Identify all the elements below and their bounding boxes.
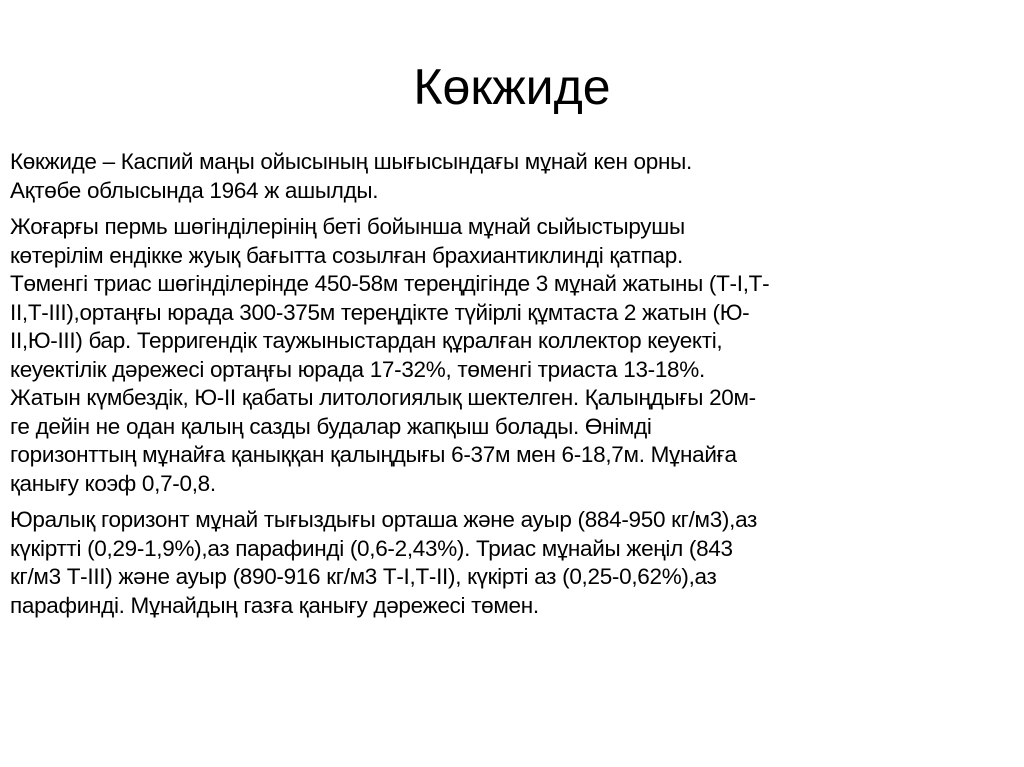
slide-body [10,148,1020,628]
text-line: күкіртті (0,29-1,9%),аз парафинді (0,6-2,43%). Триас мұнайы жеңіл (843 [10,535,733,561]
text-line: Жоғарғы пермь шөгінділерінің беті бойынша мұнай сыйыстырушы [10,214,685,239]
text-line: кг/м3 Т-III) және ауыр (890-916 кг/м3 Т-I,Т-II), күкірті аз (0,25-0,62%),аз [10,564,717,589]
text-line: көтерілім ендікке жуық бағытта созылған брахиантиклинді қатпар. [10,242,683,268]
text-line: горизонттың мұнайға қаныққан қалыңдығы 6-37м мен 6-18,7м. Мұнайға [10,442,737,467]
text-line: II,Т-III),ортаңғы юрада 300-375м тереңдікте түйірлі құмтаста 2 жатын (Ю- [10,299,750,325]
text-line: қанығу коэф 0,7-0,8. [10,470,216,496]
paragraph-oil-properties [10,506,1020,620]
slide-title: Көкжиде [413,59,611,115]
text-line: Ақтөбе облысында 1964 ж ашылды. [10,177,379,203]
text-line: ге дейін не одан қалың сазды будалар жапқыш болады. Өнімді [10,413,652,439]
text-line: кеуектілік дәрежесі ортаңғы юрада 17-32%, төменгі триаста 13-18%. [10,356,705,382]
paragraph-geology [10,213,1020,498]
paragraph-intro [10,148,1020,205]
text-line: парафинді. Мұнайдың газға қанығу дәрежесі төмен. [10,592,539,618]
text-line: Жатын күмбездік, Ю-II қабаты литологиялық шектелген. Қалыңдығы 20м- [10,385,756,410]
text-line: II,Ю-III) бар. Терригендік таужыныстардан құралған коллектор кеуекті, [10,328,723,353]
text-line: Юралық горизонт мұнай тығыздығы орташа және ауыр (884-950 кг/м3),аз [10,507,758,532]
text-line: Төменгі триас шөгінділерінде 450-58м тереңдігінде 3 мұнай жатыны (Т-I,Т- [10,271,770,296]
text-line: Көкжиде – Каспий маңы ойысының шығысындағы мұнай кен орны. [10,149,692,174]
